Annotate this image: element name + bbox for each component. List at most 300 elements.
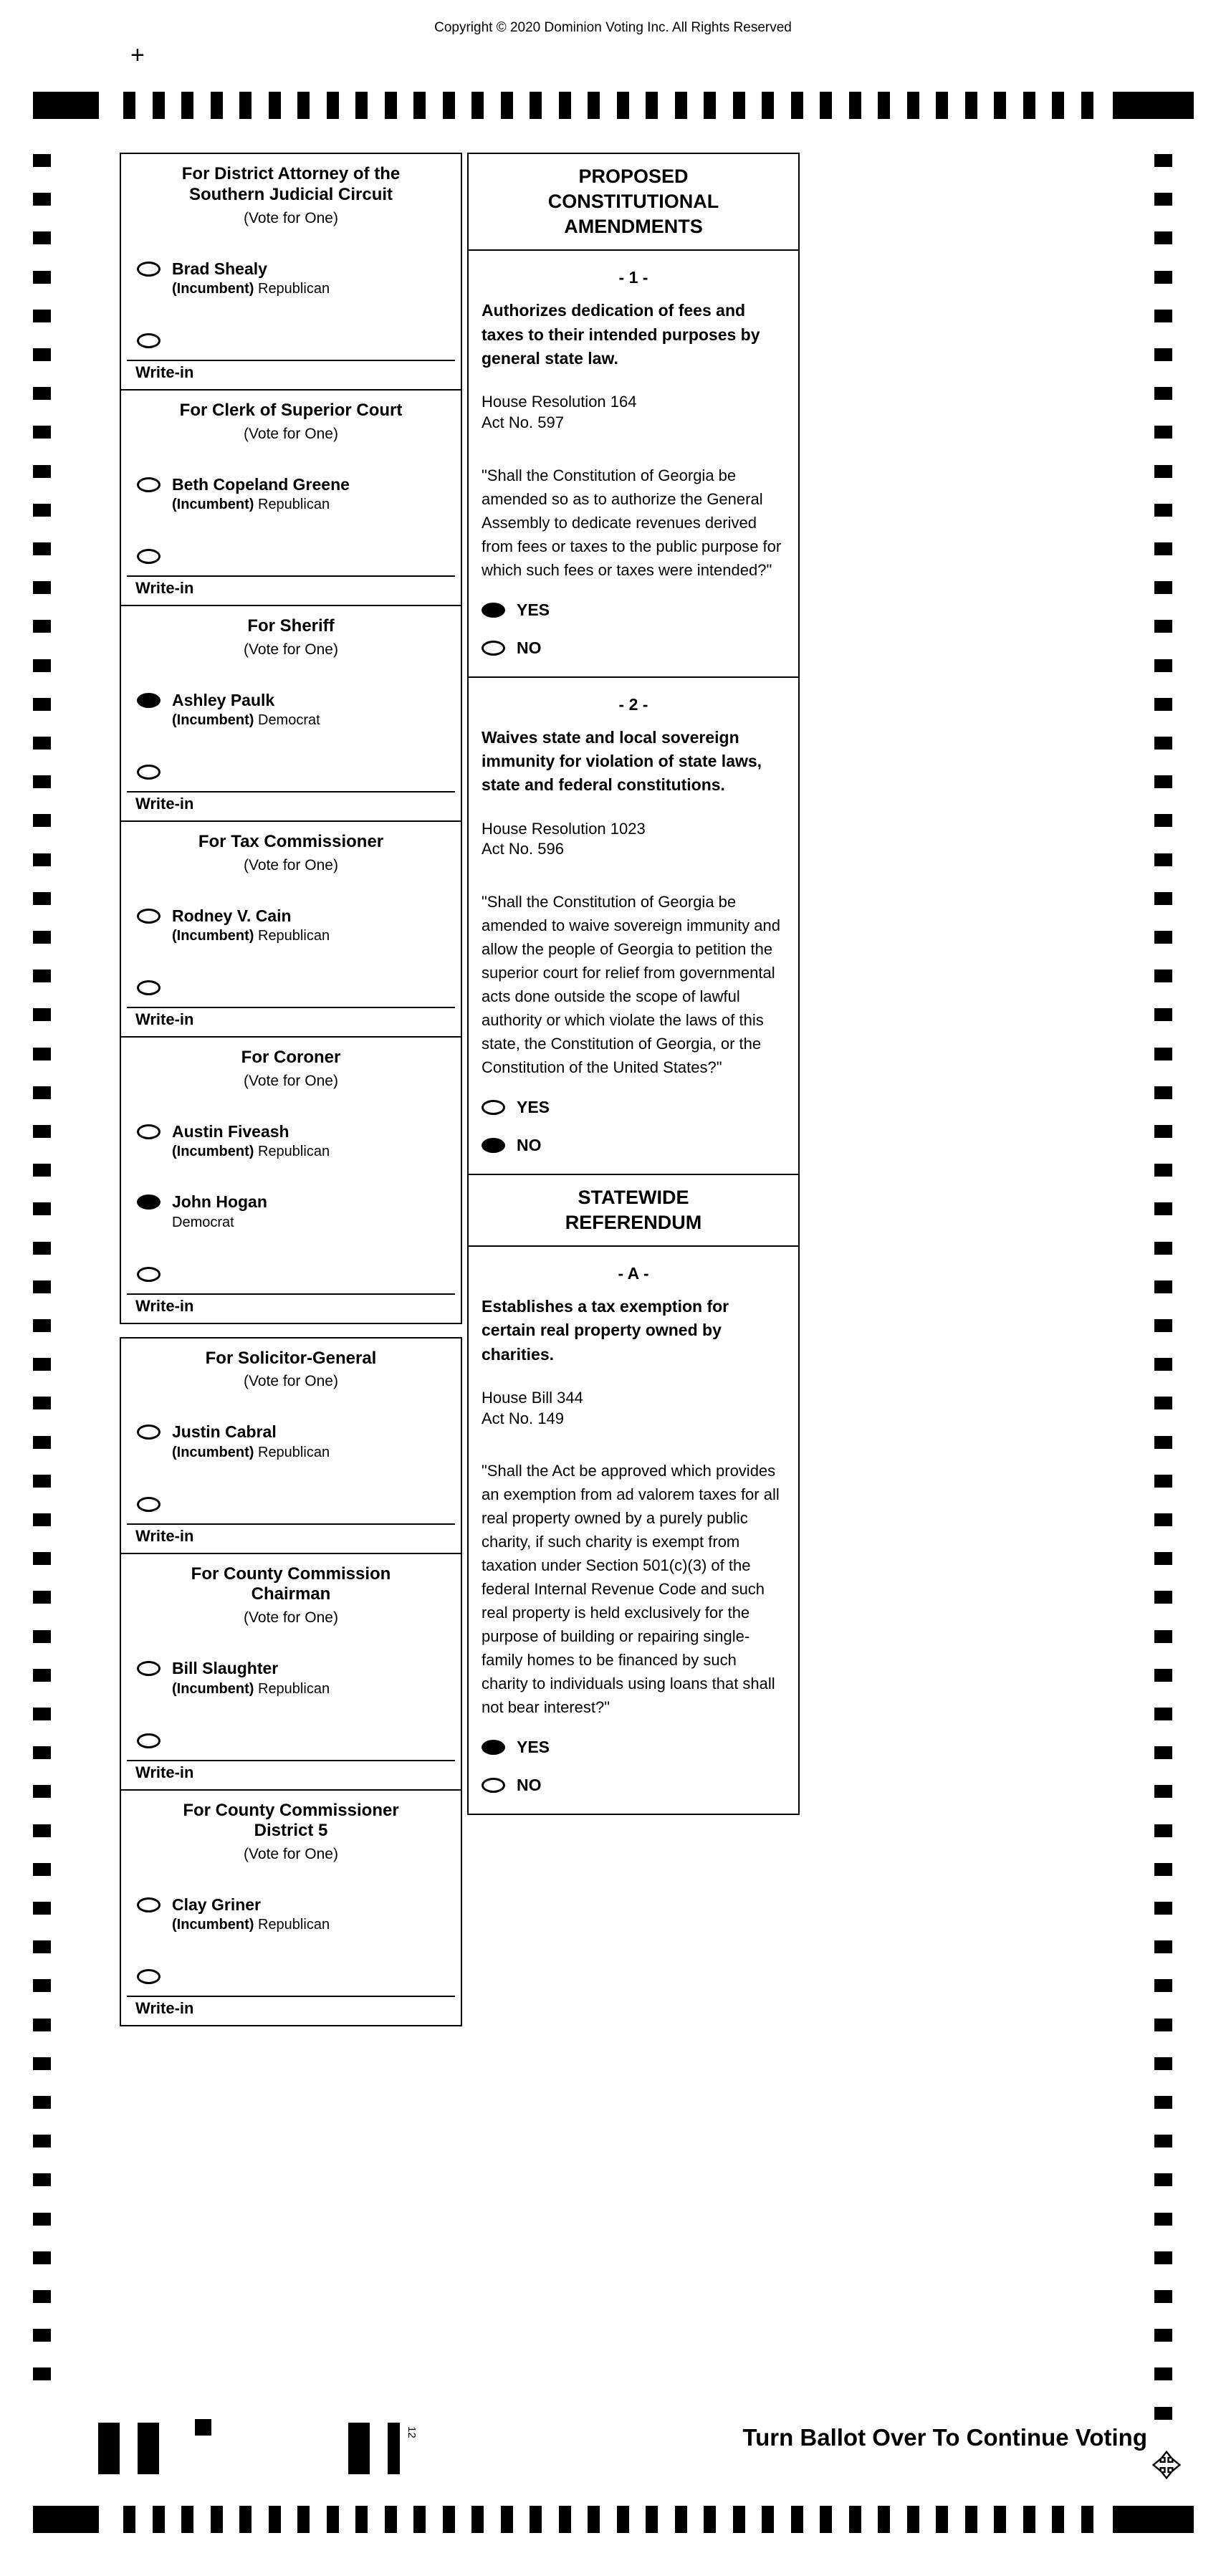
candidate-info [172, 1660, 330, 1697]
write-in-area[interactable] [127, 791, 455, 820]
candidate-info [172, 1123, 330, 1160]
empty-vote-oval[interactable] [137, 765, 161, 780]
empty-vote-oval[interactable] [137, 1897, 161, 1912]
timing-mark [791, 2506, 803, 2533]
contest-title [121, 1038, 461, 1068]
contest-title-line: For Coroner [241, 1048, 341, 1068]
timing-mark [385, 2506, 397, 2533]
timing-mark [33, 271, 51, 284]
turn-ballot-over-note: Turn Ballot Over To Continue Voting [742, 2424, 1147, 2451]
timing-mark [936, 2506, 948, 2533]
reference-line: Act No. 596 [482, 840, 564, 858]
header-line: STATEWIDE [578, 1186, 689, 1208]
measure-option [482, 1776, 785, 1795]
empty-vote-oval[interactable] [137, 909, 161, 924]
party-label: Republican [254, 1917, 330, 1933]
measure-summary: Authorizes dedication of fees and taxes to their intended purposes by general state law. [482, 301, 760, 368]
timing-mark [33, 1979, 51, 1992]
timing-mark [33, 2096, 51, 2109]
timing-mark [762, 92, 774, 119]
timing-mark [1154, 1164, 1172, 1177]
contest-title-line: For County Commission [191, 1564, 391, 1584]
contest-box [120, 605, 462, 822]
candidate-info [172, 1896, 330, 1933]
incumbent-label: (Incumbent) [172, 496, 254, 512]
candidate-name: John Hogan [172, 1192, 267, 1212]
timing-mark [443, 92, 455, 119]
timing-mark [1154, 1358, 1172, 1371]
timing-mark [733, 92, 745, 119]
stub-number: 12 [406, 2426, 418, 2438]
timing-mark [530, 2506, 542, 2533]
header-line: REFERENDUM [565, 1211, 702, 1233]
timing-mark [1154, 1242, 1172, 1255]
timing-mark [327, 2506, 339, 2533]
party-label: Republican [254, 1144, 330, 1160]
candidate-party-line [172, 281, 330, 297]
candidate-row [137, 1969, 449, 1984]
timing-mark [33, 1902, 51, 1915]
timing-mark [355, 92, 368, 119]
timing-mark [327, 92, 339, 119]
option-label: YES [517, 600, 550, 619]
timing-mark [33, 92, 99, 119]
timing-mark [1154, 1475, 1172, 1488]
timing-mark [559, 2506, 571, 2533]
timing-mark [33, 2173, 51, 2186]
timing-mark [1154, 814, 1172, 827]
timing-mark [1154, 1746, 1172, 1759]
incumbent-label: (Incumbent) [172, 1144, 254, 1160]
timing-mark [33, 1746, 51, 1759]
timing-mark [33, 814, 51, 827]
timing-mark [1154, 2096, 1172, 2109]
timing-mark [33, 1280, 51, 1293]
contests-column [120, 153, 462, 2026]
write-in-area[interactable] [127, 1760, 455, 1789]
header-line: PROPOSED [578, 166, 689, 187]
timing-mark [153, 2506, 165, 2533]
timing-mark [762, 2506, 774, 2533]
timing-mark [646, 2506, 658, 2533]
reference-line: House Resolution 164 [482, 393, 637, 411]
incumbent-label: (Incumbent) [172, 1444, 254, 1460]
empty-vote-oval[interactable] [137, 1497, 161, 1512]
timing-mark [1052, 2506, 1064, 2533]
timing-mark [1154, 2251, 1172, 2264]
candidate-row [137, 1422, 449, 1460]
timing-mark [965, 2506, 977, 2533]
write-in-label: Write-in [135, 1526, 194, 1545]
option-label: NO [517, 1135, 542, 1154]
timing-mark [385, 92, 397, 119]
party-label: Democrat [172, 1214, 234, 1230]
timing-mark [1154, 1979, 1172, 1992]
timing-mark [1154, 310, 1172, 322]
timing-mark [936, 92, 948, 119]
timing-mark [1154, 348, 1172, 361]
candidate-party-line [172, 928, 330, 944]
write-in-area[interactable] [127, 1996, 455, 2025]
contest-title-line: For Solicitor-General [205, 1348, 377, 1368]
timing-mark [471, 92, 484, 119]
timing-mark [1154, 1824, 1172, 1837]
timing-mark [33, 2019, 51, 2031]
contest-box [120, 1337, 462, 1554]
timing-mark [501, 92, 513, 119]
option-label: YES [517, 1097, 550, 1116]
timing-mark [33, 2329, 51, 2342]
candidate-info [172, 691, 320, 729]
timing-mark [33, 1125, 51, 1138]
timing-mark [1113, 2506, 1194, 2533]
filled-vote-oval[interactable] [137, 1194, 161, 1210]
timing-mark [33, 2057, 51, 2070]
timing-mark [849, 92, 861, 119]
contest-box [120, 1553, 462, 1791]
timing-mark [1154, 1008, 1172, 1021]
timing-mark [33, 1669, 51, 1682]
contest-title [121, 1791, 461, 1842]
candidate-row [137, 259, 449, 297]
timing-mark [1154, 2019, 1172, 2031]
contest-title [121, 154, 461, 206]
empty-vote-oval[interactable] [482, 1778, 505, 1793]
timing-mark [617, 92, 629, 119]
registration-plus-mark: + [130, 42, 145, 69]
timing-mark [1154, 1552, 1172, 1565]
contest-title [121, 1339, 461, 1369]
timing-mark [1154, 1397, 1172, 1409]
timing-mark [413, 92, 426, 119]
write-in-area[interactable] [127, 1523, 455, 1553]
empty-vote-oval[interactable] [137, 1969, 161, 1984]
timing-mark [297, 2506, 310, 2533]
timing-mark [1154, 193, 1172, 206]
timing-mark [1154, 1280, 1172, 1293]
contest-title-line: For County Commissioner [183, 1800, 399, 1820]
timing-mark [33, 1940, 51, 1953]
timing-mark [1154, 1940, 1172, 1953]
timing-mark [138, 2423, 159, 2474]
candidate-name: Ashley Paulk [172, 690, 275, 709]
candidate-name: Clay Griner [172, 1895, 261, 1915]
candidate-info [172, 1423, 330, 1460]
timing-mark [1154, 426, 1172, 439]
party-label: Republican [254, 1680, 330, 1697]
party-label: Republican [254, 928, 330, 944]
timing-mark [1023, 2506, 1035, 2533]
reference-line: House Bill 344 [482, 1388, 583, 1407]
timing-mark [33, 1475, 51, 1488]
timing-mark [820, 92, 832, 119]
contest-title-line: For Clerk of Superior Court [179, 400, 403, 420]
timing-mark [965, 92, 977, 119]
vote-for-instruction: (Vote for One) [244, 1846, 338, 1863]
timing-mark [1113, 92, 1194, 119]
candidate-party-line [172, 1144, 330, 1160]
contest-title [121, 391, 461, 421]
contest-title-line: Chairman [251, 1584, 331, 1604]
timing-mark [181, 92, 193, 119]
timing-mark [1154, 853, 1172, 866]
write-in-area[interactable] [127, 1293, 455, 1323]
timing-mark [1154, 1708, 1172, 1720]
filled-vote-oval[interactable] [482, 603, 505, 618]
timing-mark [33, 193, 51, 206]
timing-mark [1154, 2367, 1172, 2380]
candidate-row [137, 1194, 449, 1230]
candidate-row [137, 1733, 449, 1748]
filled-vote-oval[interactable] [482, 1138, 505, 1153]
timing-mark [471, 2506, 484, 2533]
candidate-info [172, 907, 330, 944]
measure-question: "Shall the Constitution of Georgia be amended to waive sovereign immunity and allow the people of Georgia to petition the superior court for relief from governmental acts done outside the scope of lawful authority or which violate the laws of this state, the Constitution of Georgia, or the Constitution of the United States?" [482, 892, 781, 1076]
timing-mark [1154, 698, 1172, 711]
empty-vote-oval[interactable] [137, 1733, 161, 1748]
measure-box [467, 1245, 800, 1815]
timing-mark [33, 1552, 51, 1565]
candidate-row [137, 1661, 449, 1697]
vote-for-instruction: (Vote for One) [244, 856, 338, 873]
candidate-row [137, 474, 449, 513]
contest-title-line: District 5 [254, 1821, 328, 1841]
timing-mark [1052, 92, 1064, 119]
timing-mark [33, 1358, 51, 1371]
timing-mark [1154, 775, 1172, 788]
measure-option [482, 600, 785, 620]
timing-mark [1154, 581, 1172, 594]
timing-mark [1154, 2213, 1172, 2226]
candidate-party-line [172, 1445, 330, 1461]
measures-column [467, 153, 800, 1815]
timing-mark [646, 92, 658, 119]
empty-vote-oval[interactable] [137, 980, 161, 995]
timing-mark [1154, 1669, 1172, 1682]
timing-mark [530, 92, 542, 119]
write-in-area[interactable] [127, 1007, 455, 1036]
candidate-party-line [172, 1681, 330, 1698]
measure-number: - 1 - [618, 268, 648, 287]
timing-mark [33, 1242, 51, 1255]
timing-mark [1154, 1436, 1172, 1449]
timing-mark [33, 1319, 51, 1332]
empty-vote-oval[interactable] [137, 549, 161, 564]
vote-for-instruction: (Vote for One) [244, 1609, 338, 1627]
timing-mark [907, 2506, 919, 2533]
timing-mark [269, 92, 281, 119]
measure-number: - A - [618, 1263, 649, 1283]
contest-box [120, 389, 462, 606]
timing-mark [211, 2506, 223, 2533]
timing-mark [33, 2135, 51, 2148]
write-in-label: Write-in [135, 1010, 194, 1029]
option-label: YES [517, 1738, 550, 1757]
timing-mark [1154, 1630, 1172, 1643]
timing-mark [849, 2506, 861, 2533]
timing-mark [617, 2506, 629, 2533]
timing-mark [1154, 1863, 1172, 1876]
timing-mark [33, 931, 51, 944]
vote-for-instruction: (Vote for One) [244, 641, 338, 658]
contest-box [120, 1789, 462, 2027]
timing-mark [33, 504, 51, 517]
timing-mark [33, 154, 51, 167]
party-label: Republican [254, 1444, 330, 1460]
timing-mark [388, 2423, 400, 2474]
timing-mark [33, 231, 51, 244]
timing-mark [733, 2506, 745, 2533]
candidate-party-line [172, 497, 350, 513]
incumbent-label: (Incumbent) [172, 280, 254, 297]
registration-cross-icon [1152, 2451, 1181, 2479]
timing-mark [33, 1863, 51, 1876]
candidate-row [137, 765, 449, 780]
timing-mark [33, 620, 51, 633]
timing-mark [791, 92, 803, 119]
write-in-label: Write-in [135, 578, 194, 597]
timing-mark [443, 2506, 455, 2533]
filled-vote-oval[interactable] [482, 1740, 505, 1755]
candidate-name: Justin Cabral [172, 1422, 277, 1442]
timing-mark [123, 2506, 135, 2533]
measure-references [482, 819, 785, 860]
incumbent-label: (Incumbent) [172, 712, 254, 729]
candidate-info [172, 476, 350, 513]
candidate-name: Brad Shealy [172, 259, 267, 278]
write-in-label: Write-in [135, 363, 194, 381]
timing-mark [98, 2423, 120, 2474]
empty-vote-oval[interactable] [137, 1124, 161, 1139]
timing-mark [1154, 931, 1172, 944]
timing-mark [33, 737, 51, 750]
contest-title-line: For District Attorney of the [181, 164, 401, 183]
vote-for-instruction: (Vote for One) [244, 1373, 338, 1390]
timing-mark [1023, 92, 1035, 119]
empty-vote-oval[interactable] [137, 477, 161, 492]
timing-mark [33, 892, 51, 905]
timing-mark [1081, 92, 1093, 119]
measure-question: "Shall the Constitution of Georgia be amended so as to authorize the General Assembly to dedicate revenues derived from fees or taxes to the public purpose for which such fees or taxes were intended?" [482, 466, 782, 579]
measure-references [482, 1388, 785, 1429]
timing-mark [1154, 659, 1172, 672]
candidate-row [137, 1267, 449, 1282]
timing-mark [1154, 231, 1172, 244]
timing-mark [297, 92, 310, 119]
timing-mark [1154, 1902, 1172, 1915]
incumbent-label: (Incumbent) [172, 1917, 254, 1933]
empty-vote-oval[interactable] [482, 1100, 505, 1115]
timing-mark [269, 2506, 281, 2533]
timing-mark [33, 310, 51, 322]
timing-mark [33, 2213, 51, 2226]
timing-mark [239, 2506, 252, 2533]
measure-number: - 2 - [618, 694, 648, 714]
empty-vote-oval[interactable] [137, 333, 161, 348]
write-in-area[interactable] [127, 575, 455, 605]
timing-mark [33, 969, 51, 982]
timing-mark [994, 92, 1006, 119]
timing-mark [153, 92, 165, 119]
timing-mark [1154, 1785, 1172, 1798]
timing-mark [33, 387, 51, 400]
timing-mark [33, 1630, 51, 1643]
timing-mark [33, 1086, 51, 1099]
timing-mark [211, 92, 223, 119]
party-label: Republican [254, 496, 330, 512]
party-label: Republican [254, 280, 330, 297]
empty-vote-oval[interactable] [137, 1425, 161, 1440]
empty-vote-oval[interactable] [137, 262, 161, 277]
measure-box [467, 676, 800, 1175]
candidate-info [172, 260, 330, 297]
incumbent-label: (Incumbent) [172, 1680, 254, 1697]
vote-for-instruction: (Vote for One) [244, 209, 338, 226]
empty-vote-oval[interactable] [482, 641, 505, 656]
candidate-name: Rodney V. Cain [172, 906, 292, 925]
candidate-name: Beth Copeland Greene [172, 474, 350, 494]
timing-mark [1154, 969, 1172, 982]
contest-title-line: For Sheriff [247, 616, 335, 636]
timing-mark [1154, 387, 1172, 400]
empty-vote-oval[interactable] [137, 1267, 161, 1282]
measures-section-header [467, 1174, 800, 1247]
empty-vote-oval[interactable] [137, 1661, 161, 1676]
measure-option [482, 638, 785, 658]
write-in-label: Write-in [135, 1763, 194, 1781]
timing-mark [33, 1513, 51, 1526]
timing-mark [1154, 1202, 1172, 1215]
timing-mark [675, 92, 687, 119]
timing-mark [1154, 1591, 1172, 1604]
measure-references [482, 392, 785, 433]
header-line: CONSTITUTIONAL [547, 191, 719, 213]
timing-mark [33, 1397, 51, 1409]
candidate-party-line [172, 1215, 267, 1231]
candidate-row [137, 690, 449, 729]
timing-mark [33, 775, 51, 788]
candidate-party-line [172, 1917, 330, 1933]
candidate-info [172, 1193, 267, 1230]
timing-mark [588, 2506, 600, 2533]
contest-box [120, 1036, 462, 1323]
timing-mark [704, 2506, 716, 2533]
timing-mark [820, 2506, 832, 2533]
timing-mark [1154, 271, 1172, 284]
timing-mark [239, 92, 252, 119]
timing-mark [33, 1708, 51, 1720]
filled-vote-oval[interactable] [137, 693, 161, 708]
timing-mark [675, 2506, 687, 2533]
timing-mark [1154, 504, 1172, 517]
timing-mark [33, 2367, 51, 2380]
timing-mark [1154, 542, 1172, 555]
measure-summary: Waives state and local sovereign immunity for violation of state laws, state and federal constitutions. [482, 727, 762, 795]
timing-mark [1154, 620, 1172, 633]
timing-mark [1154, 2290, 1172, 2303]
timing-mark [588, 92, 600, 119]
contest-box [120, 153, 462, 391]
timing-mark [33, 1824, 51, 1837]
timing-mark [33, 542, 51, 555]
timing-mark [33, 1008, 51, 1021]
timing-mark [878, 92, 890, 119]
timing-mark [1154, 2329, 1172, 2342]
timing-mark [1154, 1513, 1172, 1526]
contest-title-line: Southern Judicial Circuit [188, 184, 393, 204]
write-in-area[interactable] [127, 360, 455, 389]
option-label: NO [517, 638, 542, 657]
